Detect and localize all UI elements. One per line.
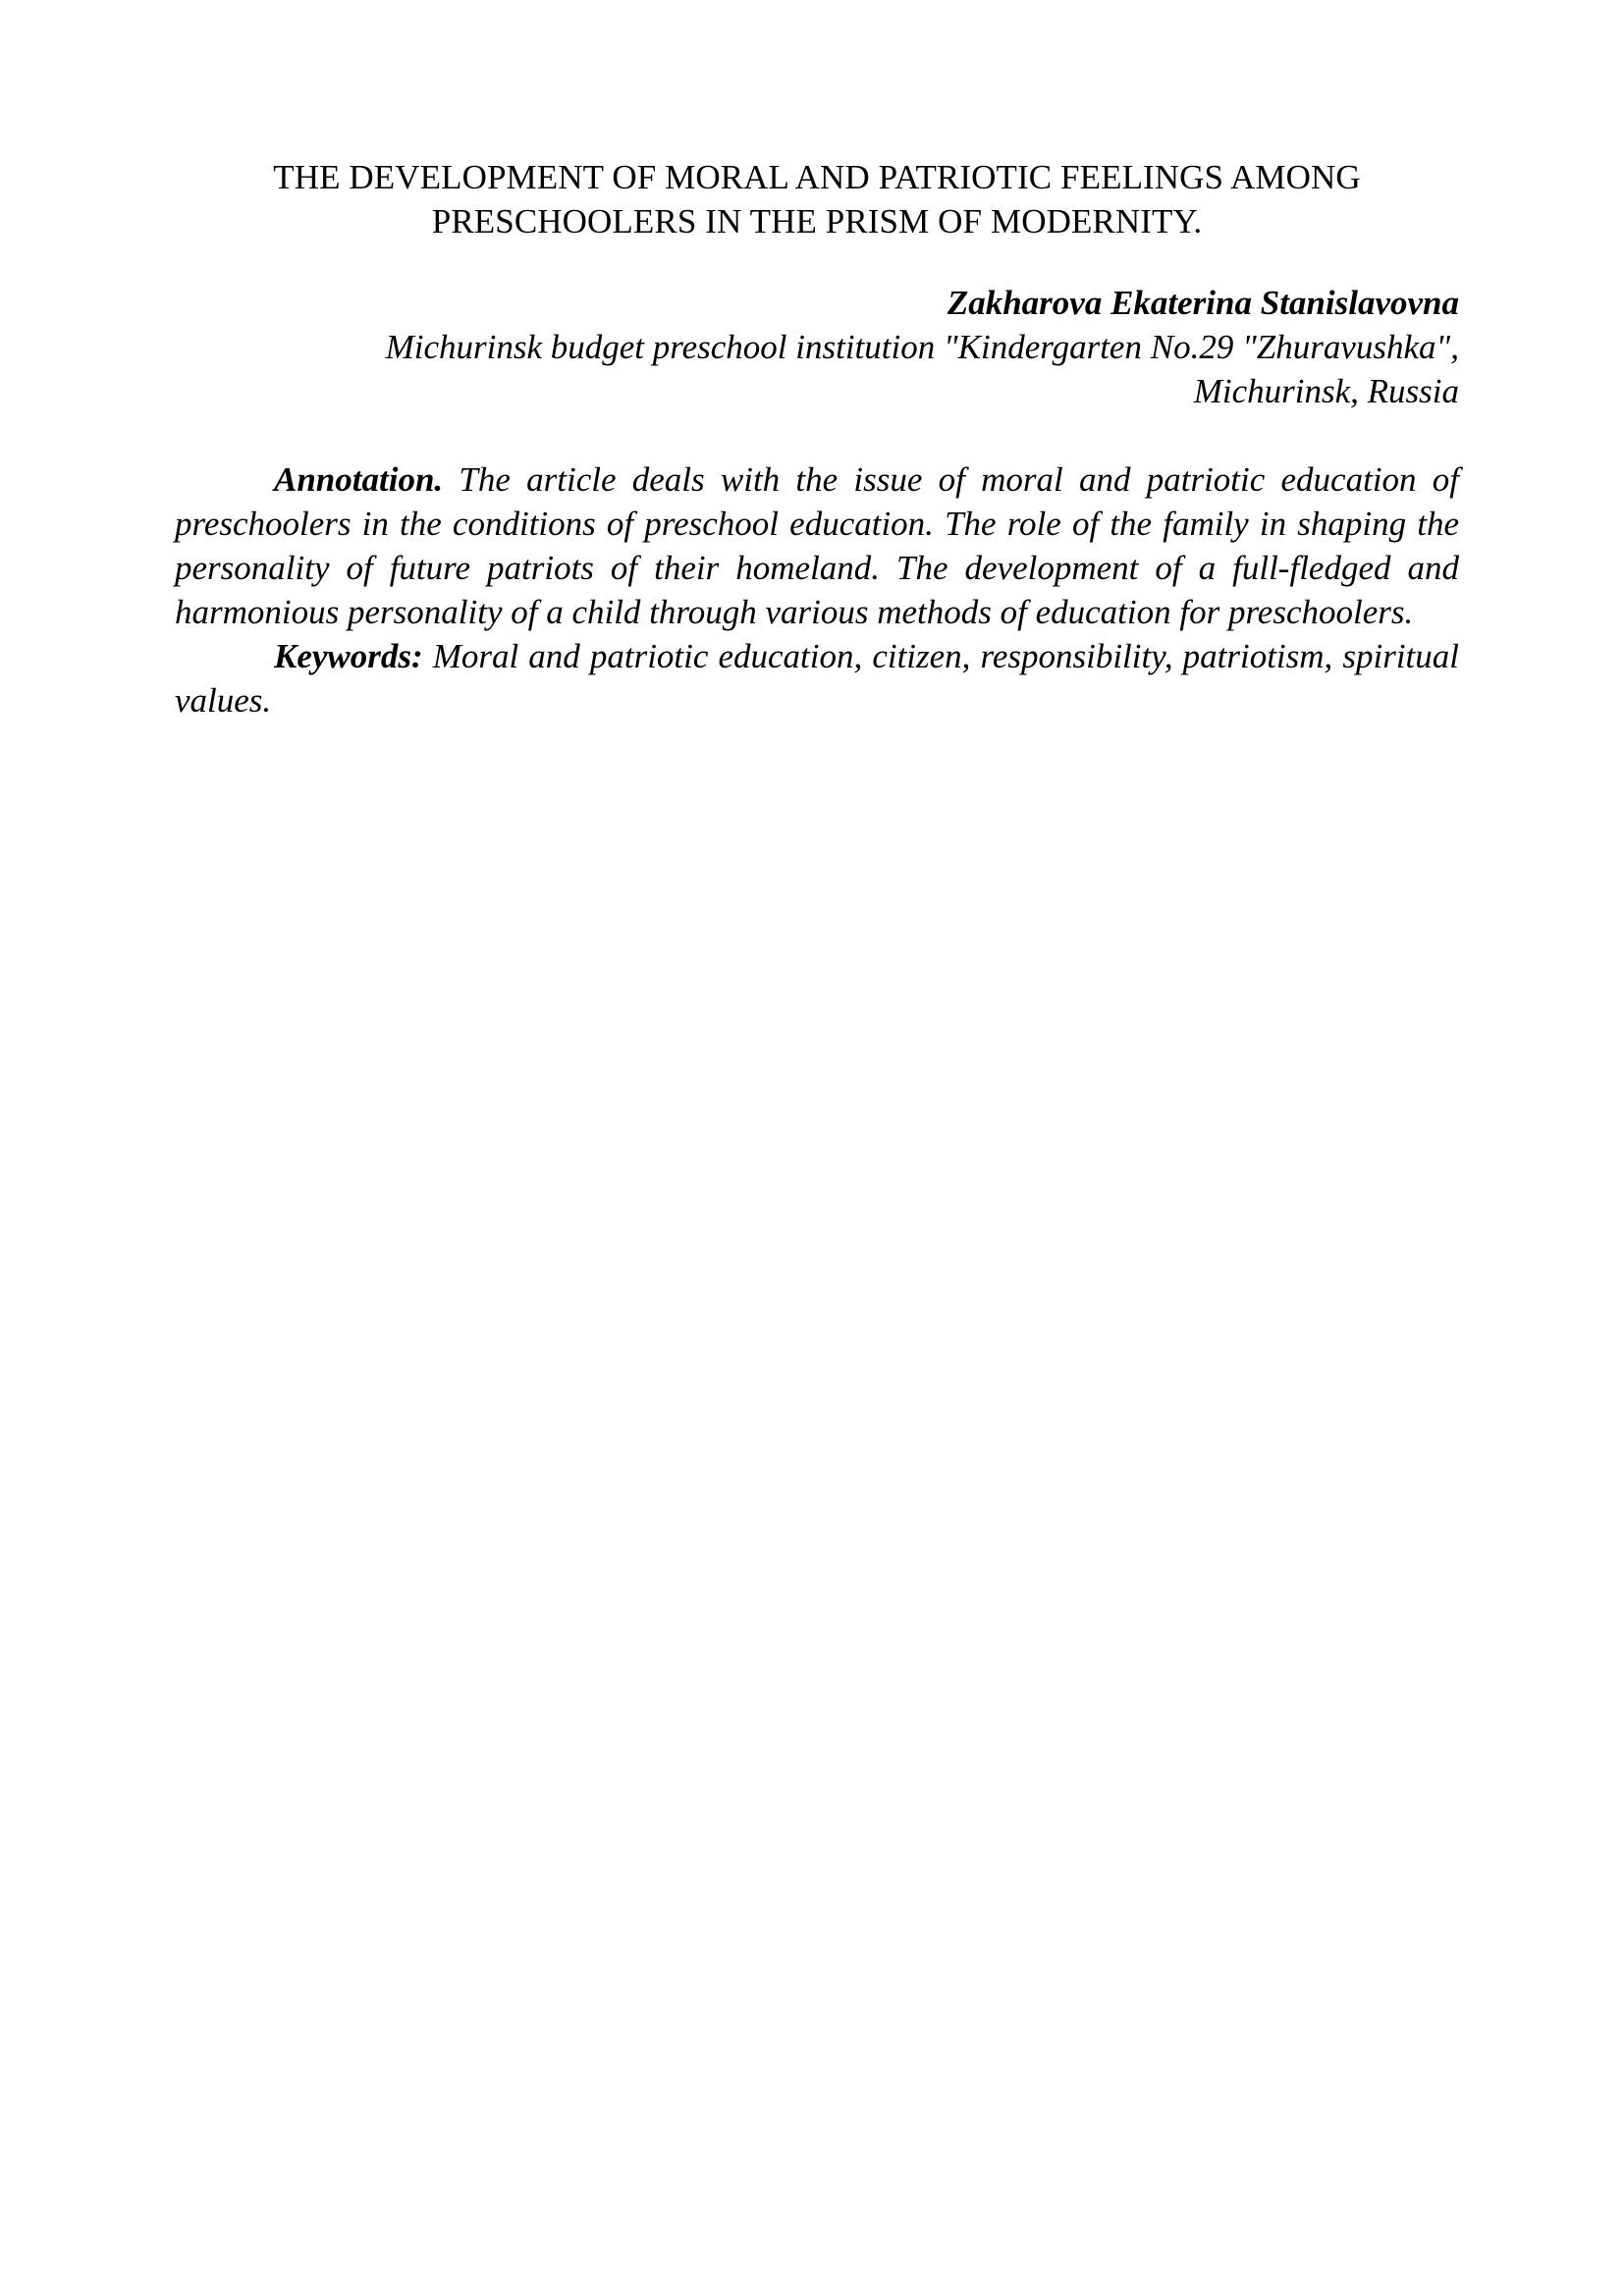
affiliation-line-2: Michurinsk, Russia [1193,372,1459,410]
article-title [175,155,1459,243]
keywords-text: Moral and patriotic education, citizen, responsibility, patriotism, spiritual values. [175,637,1460,720]
document-page [175,155,1459,722]
affiliation-line-1: Michurinsk budget preschool institution "Kindergarten No.29 "Zhuravushka", [385,328,1459,366]
article-title-line-1: THE DEVELOPMENT OF MORAL AND PATRIOTIC FEELINGS AMONG [273,158,1361,196]
annotation-label: Annotation. [274,460,444,499]
keywords-label: Keywords: [274,637,423,675]
annotation-paragraph [175,457,1459,634]
author-block [175,281,1459,413]
keywords-paragraph [175,634,1459,722]
author-name: Zakharova Ekaterina Stanislavovna [947,284,1459,322]
abstract-section [175,457,1459,722]
article-title-line-2: PRESCHOOLERS IN THE PRISM OF MODERNITY. [431,202,1203,240]
author-affiliation [175,325,1459,413]
annotation-text: The article deals with the issue of moral and patriotic education of preschoolers in the conditions of preschool education. The role of the family in shaping the personality of future patriots of their homeland. The development of a full-fledged and harmonious personality of a child through various methods of education for preschoolers. [175,460,1460,631]
